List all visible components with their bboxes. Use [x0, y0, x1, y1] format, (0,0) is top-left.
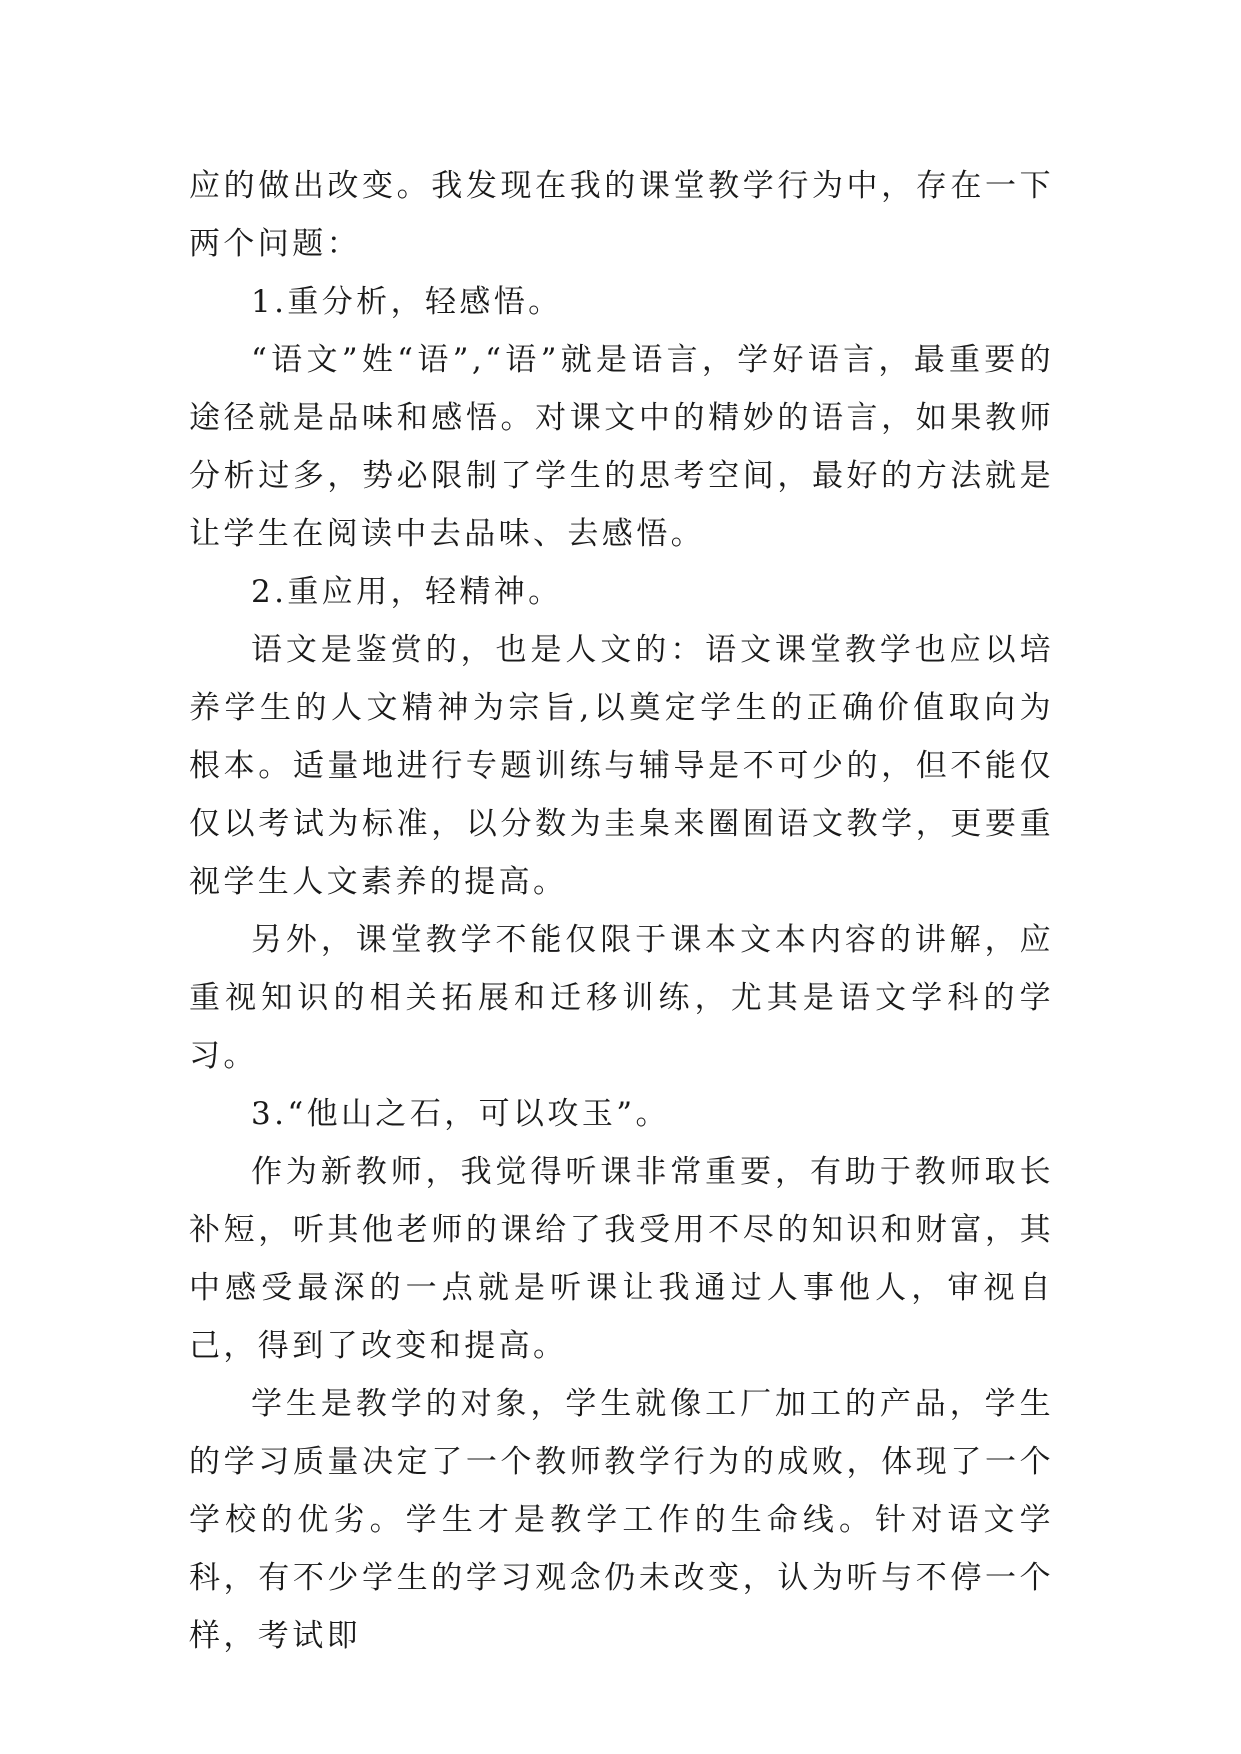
paragraph: 语文是鉴赏的，也是人文的：语文课堂教学也应以培养学生的人文精神为宗旨,以奠定学生的正确价值取向为根本。适量地进行专题训练与辅导是不可少的，但不能仅仅以考试为标准，以分数为圭臬来圈囿语文教学，更要重视学生人文素养的提高。	[189, 632, 1054, 900]
paragraph: 应的做出改变。我发现在我的课堂教学行为中，存在一下两个问题：	[189, 168, 1054, 262]
paragraph: “语文”姓“语”,“语”就是语言，学好语言，最重要的途径就是品味和感悟。对课文中的精妙的语言，如果教师分析过多，势必限制了学生的思考空间，最好的方法就是让学生在阅读中去品味、去感悟。	[189, 342, 1054, 552]
document-body	[189, 157, 1054, 1665]
section-heading: 2.重应用，轻精神。	[251, 574, 563, 610]
paragraph: 另外，课堂教学不能仅限于课本文本内容的讲解，应重视知识的相关拓展和迁移训练，尤其是语文学科的学习。	[189, 922, 1054, 1074]
section-heading: 3.“他山之石，可以攻玉”。	[251, 1096, 670, 1132]
section-heading: 1.重分析，轻感悟。	[251, 284, 563, 320]
paragraph: 学生是教学的对象，学生就像工厂加工的产品，学生的学习质量决定了一个教师教学行为的成败，体现了一个学校的优劣。学生才是教学工作的生命线。针对语文学科，有不少学生的学习观念仍未改变，认为听与不停一个样，考试即	[189, 1386, 1054, 1654]
paragraph: 作为新教师，我觉得听课非常重要，有助于教师取长补短，听其他老师的课给了我受用不尽的知识和财富，其中感受最深的一点就是听课让我通过人事他人，审视自己，得到了改变和提高。	[189, 1154, 1054, 1364]
